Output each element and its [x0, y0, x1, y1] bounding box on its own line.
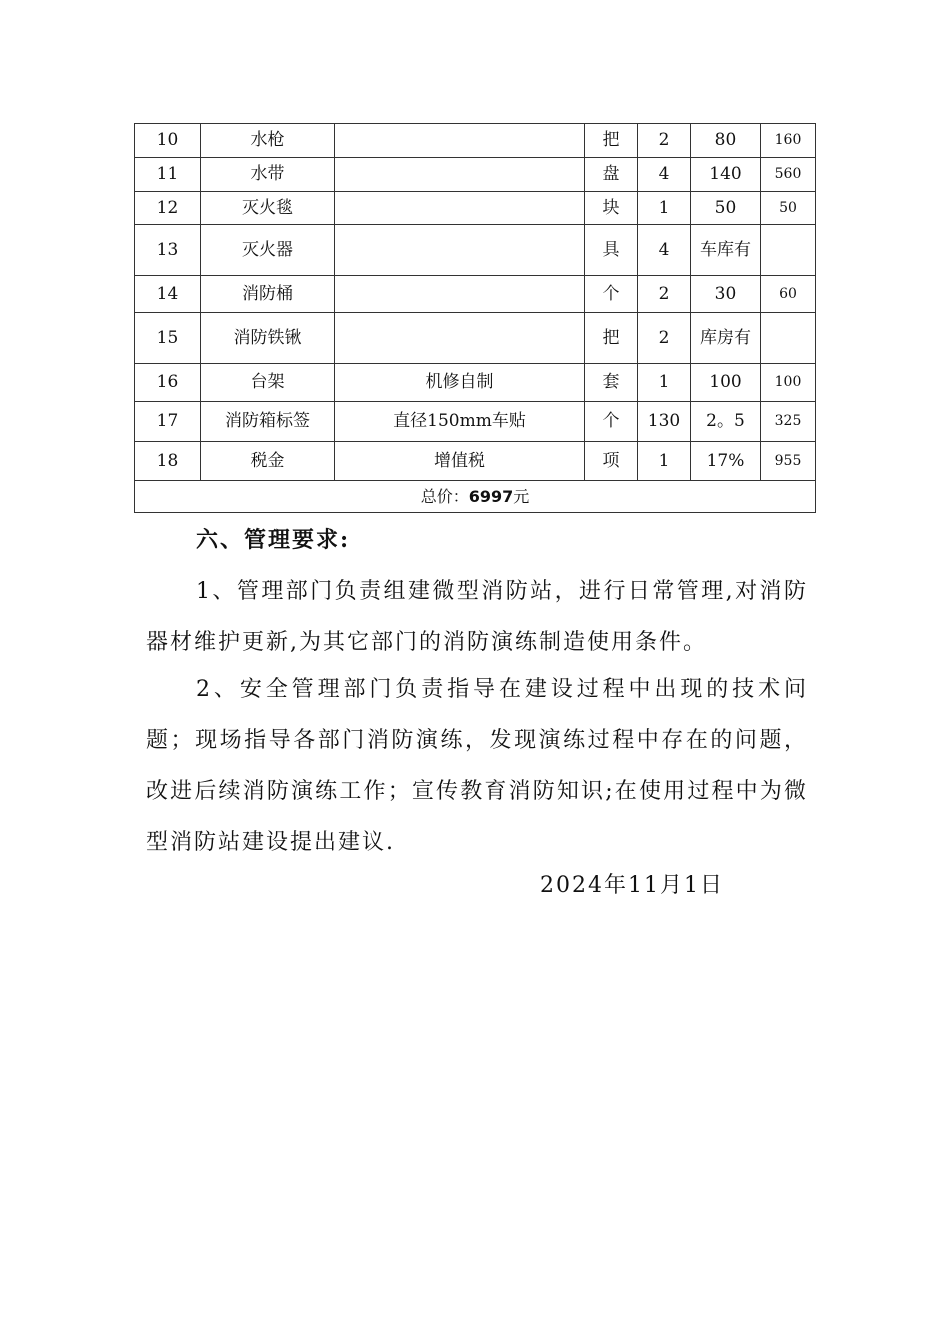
quantity-cell: 1	[638, 192, 691, 225]
unit-cell: 具	[585, 225, 638, 276]
total-price-label: 总价：	[420, 487, 469, 506]
total-price-cell	[135, 481, 816, 513]
row-number-cell: 17	[135, 402, 201, 442]
line-total-cell: 50	[761, 192, 816, 225]
quantity-cell: 4	[638, 225, 691, 276]
row-number-cell: 10	[135, 124, 201, 158]
table-row	[135, 313, 816, 364]
unit-cell: 项	[585, 442, 638, 481]
quantity-cell: 130	[638, 402, 691, 442]
item-name-cell: 台架	[201, 364, 335, 402]
item-name-cell: 消防桶	[201, 276, 335, 313]
section-title: 六、管理要求:	[196, 527, 351, 553]
total-row	[135, 481, 816, 513]
table-row	[135, 225, 816, 276]
unit-cell: 个	[585, 402, 638, 442]
equipment-cost-table	[134, 123, 816, 513]
unit-price-note-cell: 库房有	[691, 313, 761, 364]
unit-price-cell: 50	[691, 192, 761, 225]
item-name-cell: 灭火器	[201, 225, 335, 276]
item-name-cell: 灭火毯	[201, 192, 335, 225]
quantity-cell: 4	[638, 158, 691, 192]
unit-price-note-cell: 车库有	[691, 225, 761, 276]
unit-cell: 把	[585, 313, 638, 364]
item-name-cell: 消防铁锹	[201, 313, 335, 364]
row-number-cell: 12	[135, 192, 201, 225]
spec-cell	[335, 276, 585, 313]
unit-cell: 套	[585, 364, 638, 402]
row-number-cell: 11	[135, 158, 201, 192]
line-total-cell: 955	[761, 442, 816, 481]
quantity-cell: 2	[638, 313, 691, 364]
line-total-cell: 160	[761, 124, 816, 158]
quantity-cell: 1	[638, 442, 691, 481]
unit-cell: 块	[585, 192, 638, 225]
line-total-cell: 100	[761, 364, 816, 402]
table-row	[135, 124, 816, 158]
row-number-cell: 14	[135, 276, 201, 313]
line-total-cell: 325	[761, 402, 816, 442]
line-total-cell	[761, 313, 816, 364]
item-name-cell: 消防箱标签	[201, 402, 335, 442]
quantity-cell: 2	[638, 124, 691, 158]
row-number-cell: 16	[135, 364, 201, 402]
spec-cell	[335, 192, 585, 225]
line-total-cell: 60	[761, 276, 816, 313]
total-price-unit: 元	[513, 487, 530, 506]
item-name-cell: 水带	[201, 158, 335, 192]
item-name-cell: 水枪	[201, 124, 335, 158]
unit-price-cell: 30	[691, 276, 761, 313]
unit-cell: 盘	[585, 158, 638, 192]
table-row	[135, 364, 816, 402]
table-row	[135, 442, 816, 481]
unit-price-cell: 80	[691, 124, 761, 158]
table-row	[135, 192, 816, 225]
quantity-cell: 2	[638, 276, 691, 313]
unit-price-cell: 100	[691, 364, 761, 402]
paragraph-safety-duties: 2、安全管理部门负责指导在建设过程中出现的技术问题；现场指导各部门消防演练，发现演练过程中存在的问题，改进后续消防演练工作；宣传教育消防知识;在使用过程中为微型消防站建设提出建议.	[146, 677, 808, 855]
table-row	[135, 276, 816, 313]
row-number-cell: 18	[135, 442, 201, 481]
spec-cell: 机修自制	[335, 364, 585, 402]
table-row	[135, 158, 816, 192]
unit-price-cell: 17%	[691, 442, 761, 481]
spec-cell	[335, 124, 585, 158]
document-date: 2024年11月1日	[540, 873, 724, 898]
unit-cell: 把	[585, 124, 638, 158]
paragraph-management-duties: 1、管理部门负责组建微型消防站，进行日常管理,对消防器材维护更新,为其它部门的消防演练制造使用条件。	[146, 579, 808, 655]
line-total-cell	[761, 225, 816, 276]
unit-price-cell: 140	[691, 158, 761, 192]
spec-cell: 增值税	[335, 442, 585, 481]
item-name-cell: 税金	[201, 442, 335, 481]
spec-cell	[335, 313, 585, 364]
spec-cell	[335, 158, 585, 192]
spec-cell	[335, 225, 585, 276]
unit-price-cell: 2。5	[691, 402, 761, 442]
total-price-value: 6997	[468, 487, 514, 506]
unit-cell: 个	[585, 276, 638, 313]
quantity-cell: 1	[638, 364, 691, 402]
row-number-cell: 13	[135, 225, 201, 276]
table-row	[135, 402, 816, 442]
line-total-cell: 560	[761, 158, 816, 192]
spec-cell: 直径150mm车贴	[335, 402, 585, 442]
row-number-cell: 15	[135, 313, 201, 364]
